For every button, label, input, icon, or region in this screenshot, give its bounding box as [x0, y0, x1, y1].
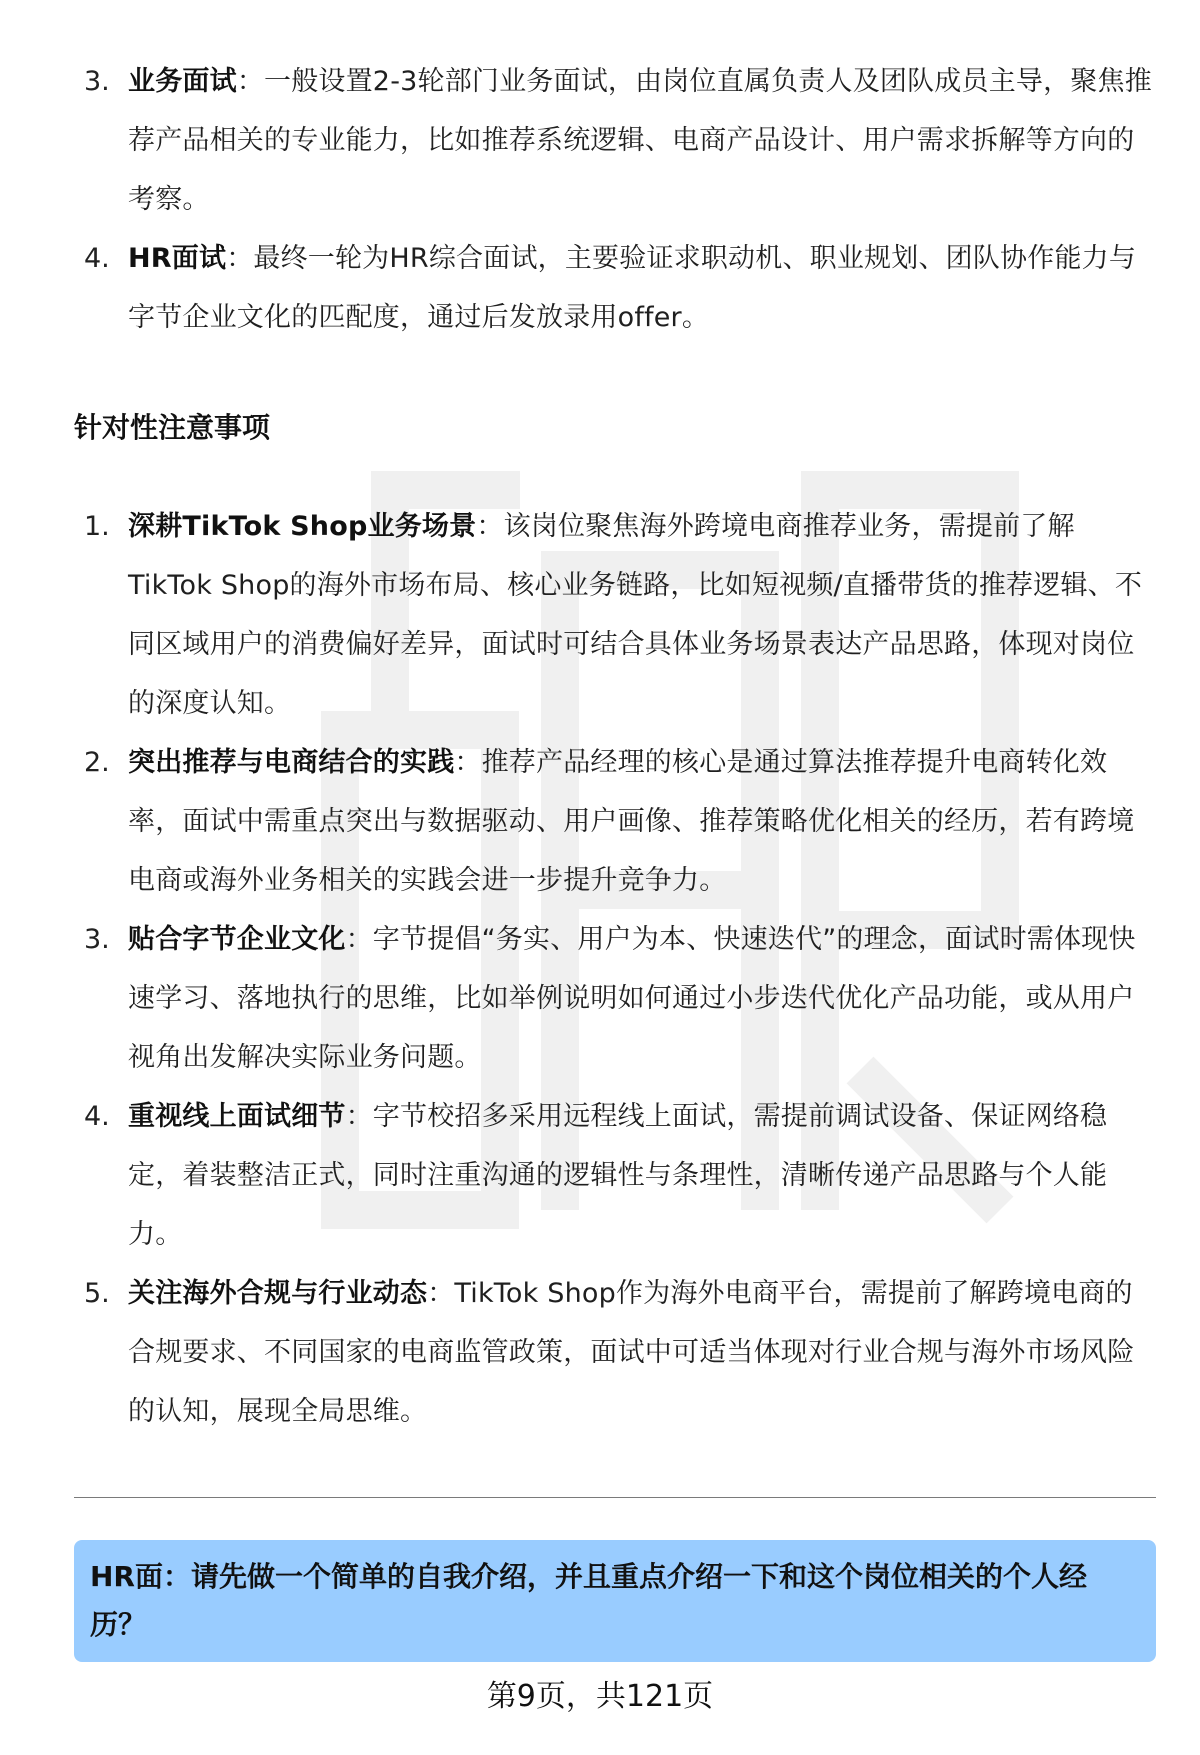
list-number: 3. [84, 924, 110, 955]
notes-list [0, 497, 1200, 1441]
note-item-3 [0, 910, 1200, 1087]
item-body: ：字节提倡“务实、用户为本、快速迭代”的理念，面试时需体现快速学习、落地执行的思维，比如举例说明如何通过小步迭代优化产品功能，或从用户视角出发解决实际业务问题。 [128, 924, 1136, 1073]
section-divider [74, 1497, 1156, 1498]
note-item-5 [0, 1264, 1200, 1441]
item-title: 关注海外合规与行业动态 [128, 1278, 428, 1309]
item-body: ：一般设置2-3轮部门业务面试，由岗位直属负责人及团队成员主导，聚焦推荐产品相关的专业能力，比如推荐系统逻辑、电商产品设计、用户需求拆解等方向的考察。 [128, 66, 1152, 215]
list-text [128, 733, 1155, 910]
list-text [128, 1087, 1155, 1264]
item-title: 业务面试 [128, 66, 237, 97]
item-body: ：推荐产品经理的核心是通过算法推荐提升电商转化效率，面试中需重点突出与数据驱动、用户画像、推荐策略优化相关的经历，若有跨境电商或海外业务相关的实践会进一步提升竞争力。 [128, 747, 1135, 896]
list-number: 5. [84, 1278, 110, 1309]
list-number: 4. [84, 1101, 110, 1132]
item-title: HR面试 [128, 243, 227, 274]
note-item-4 [0, 1087, 1200, 1264]
item-title: 贴合字节企业文化 [128, 924, 346, 955]
note-item-1 [0, 497, 1200, 733]
page-indicator: 第9页，共121页 [486, 1679, 714, 1714]
item-body: ：该岗位聚焦海外跨境电商推荐业务，需提前了解TikTok Shop的海外市场布局、核心业务链路，比如短视频/直播带货的推荐逻辑、不同区域用户的消费偏好差异，面试时可结合具体业务场景表达产品思路，体现对岗位的深度认知。 [128, 511, 1143, 719]
list-text [128, 1264, 1155, 1441]
list-text [128, 229, 1155, 347]
item-body: ：字节校招多采用远程线上面试，需提前调试设备、保证网络稳定，着装整洁正式，同时注重沟通的逻辑性与条理性，清晰传递产品思路与个人能力。 [128, 1101, 1108, 1250]
list-number: 1. [84, 511, 110, 542]
section-title: 针对性注意事项 [74, 411, 271, 444]
item-body: ：TikTok Shop作为海外电商平台，需提前了解跨境电商的合规要求、不同国家的电商监管政策，面试中可适当体现对行业合规与海外市场风险的认知，展现全局思维。 [128, 1278, 1135, 1427]
question-box [74, 1540, 1156, 1662]
process-list [0, 52, 1200, 347]
list-text [128, 52, 1155, 229]
list-number: 4. [84, 243, 110, 274]
process-item-3 [0, 52, 1200, 229]
list-number: 2. [84, 747, 110, 778]
process-item-4 [0, 229, 1200, 347]
note-item-2 [0, 733, 1200, 910]
item-title: 深耕TikTok Shop业务场景 [128, 511, 477, 542]
question-text: HR面：请先做一个简单的自我介绍，并且重点介绍一下和这个岗位相关的个人经历？ [90, 1560, 1087, 1641]
item-title: 重视线上面试细节 [128, 1101, 346, 1132]
list-text [128, 497, 1155, 733]
list-text [128, 910, 1155, 1087]
item-body: ：最终一轮为HR综合面试，主要验证求职动机、职业规划、团队协作能力与字节企业文化的匹配度，通过后发放录用offer。 [128, 243, 1137, 333]
item-title: 突出推荐与电商结合的实践 [128, 747, 455, 778]
list-number: 3. [84, 66, 110, 97]
